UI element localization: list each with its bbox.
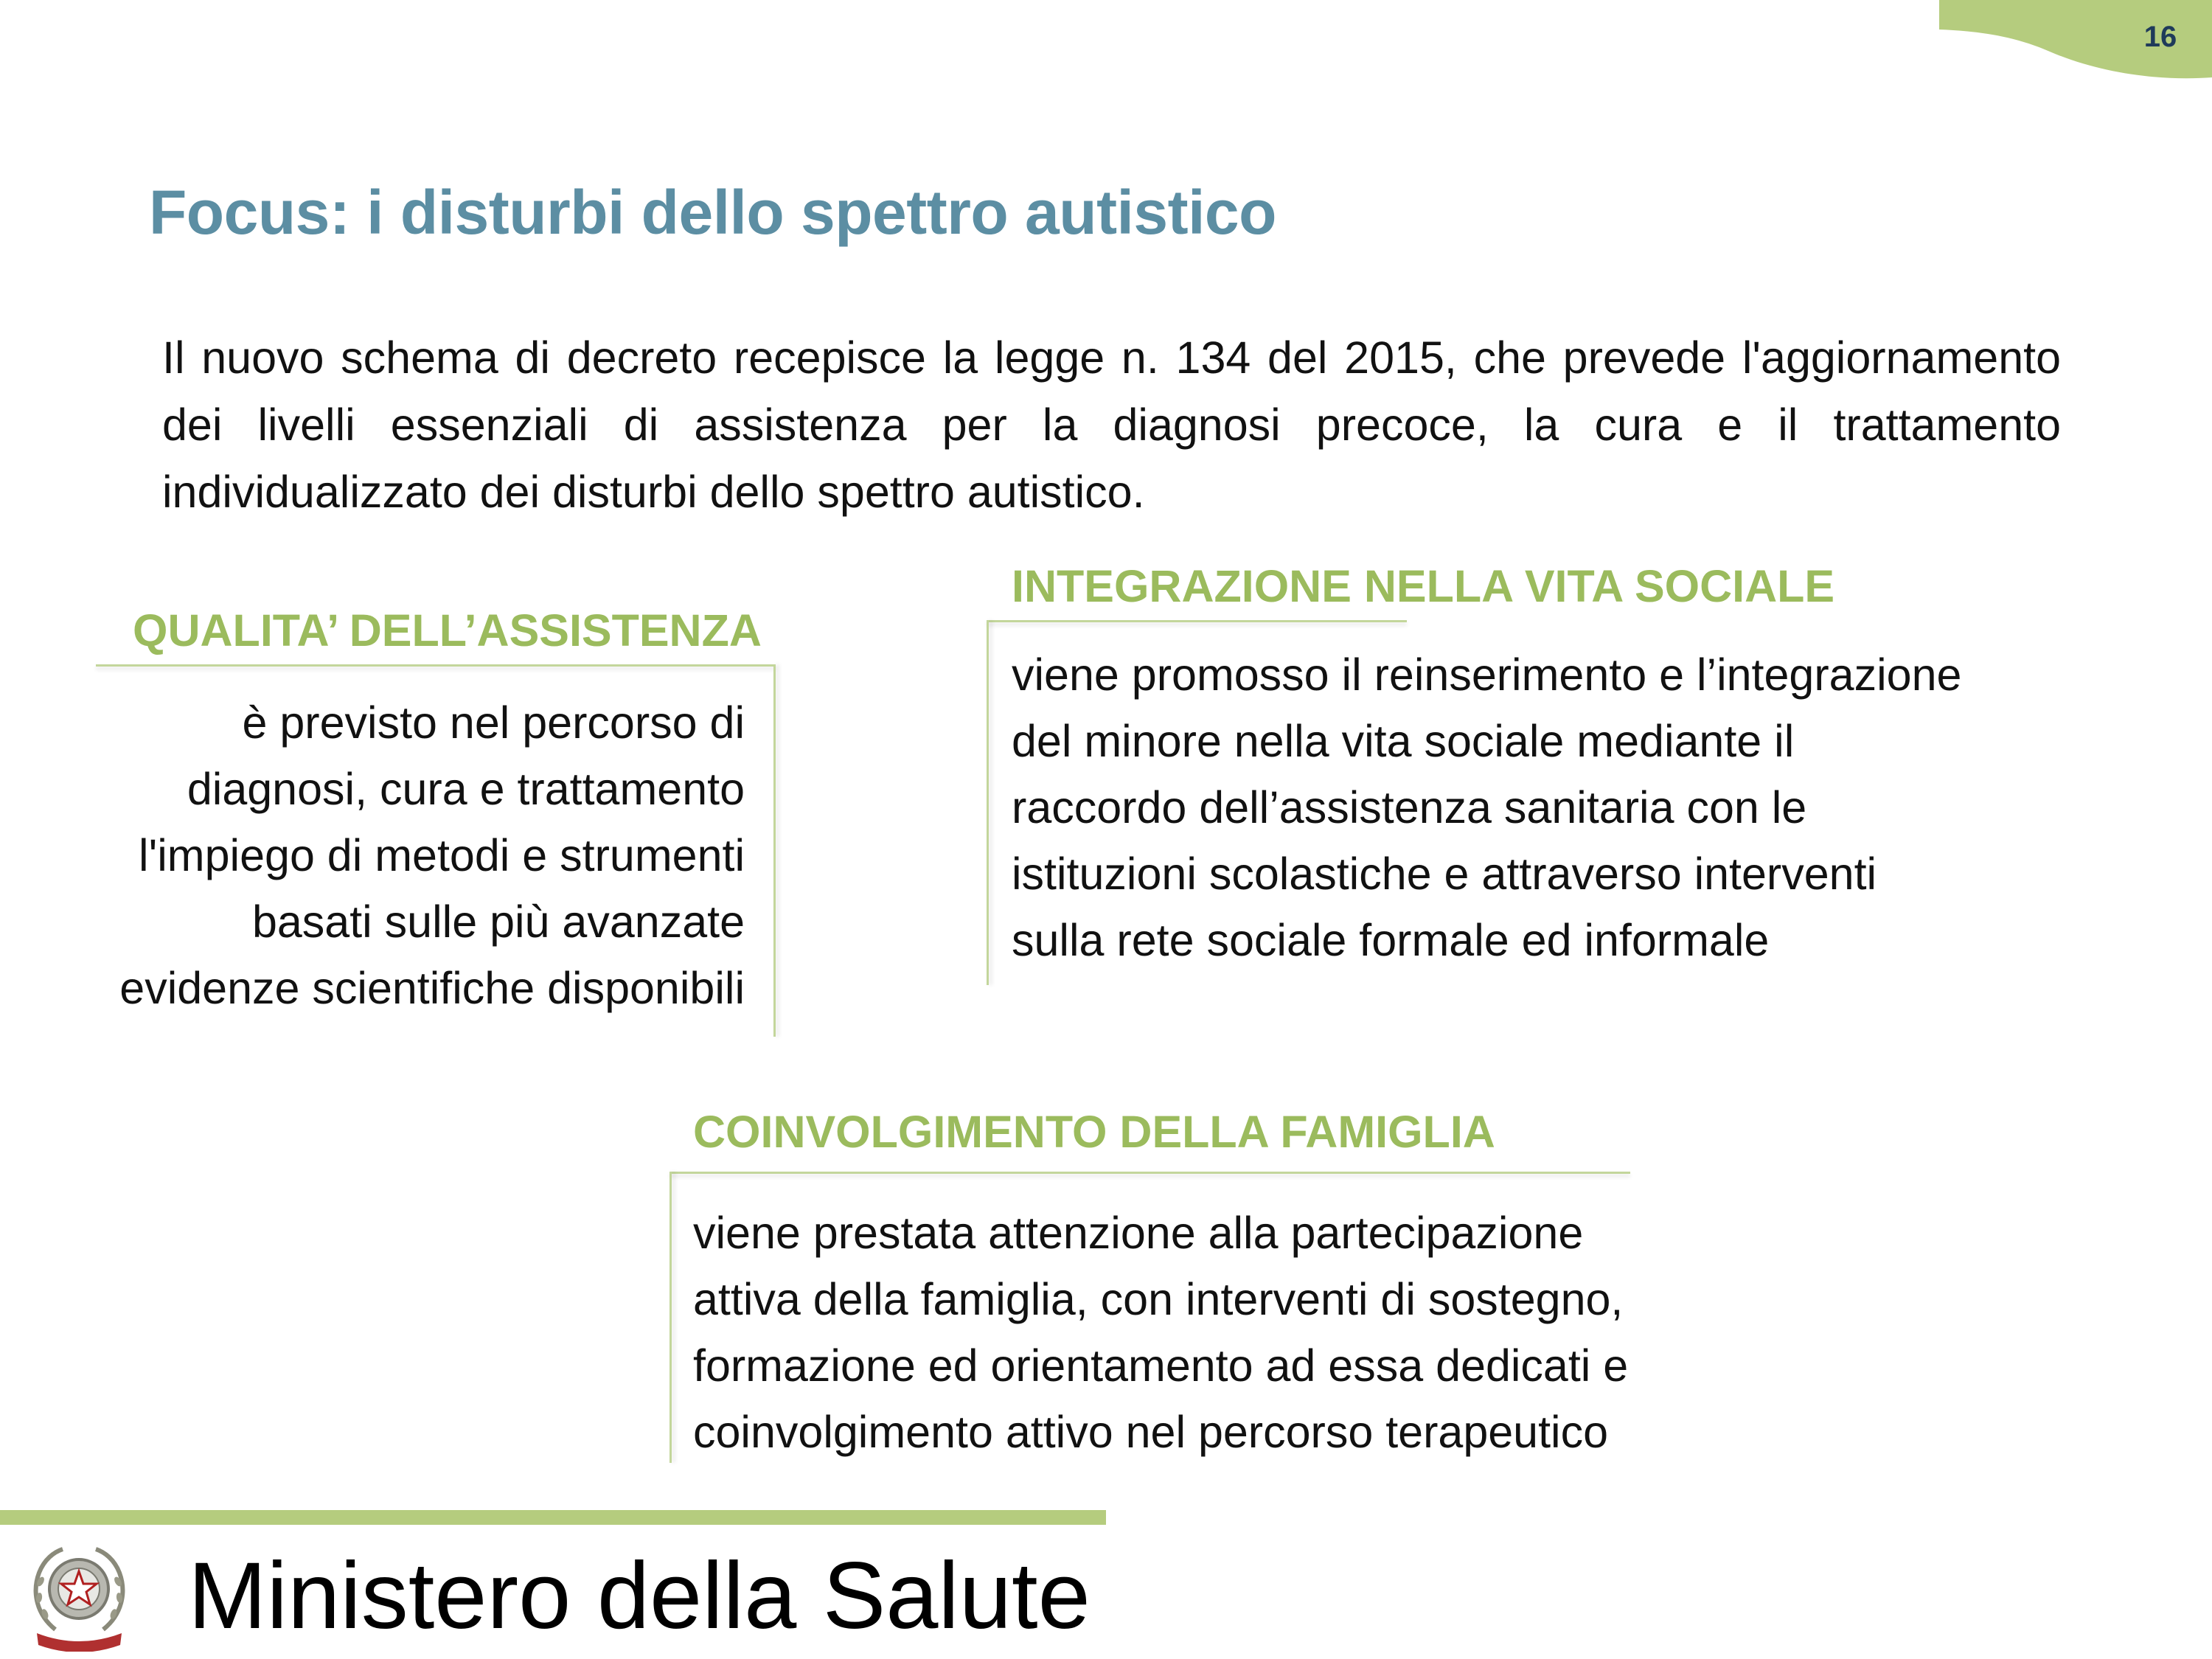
integration-text — [1012, 641, 2162, 973]
text-line: coinvolgimento attivo nel percorso terapeutico — [693, 1407, 1609, 1457]
quality-heading-rule — [96, 664, 776, 667]
ministry-name: Ministero della Salute — [188, 1543, 1091, 1649]
italian-republic-emblem-icon — [26, 1537, 133, 1652]
text-line: sulla rete sociale formale ed informale — [1012, 915, 1770, 965]
text-line: diagnosi, cura e trattamento — [187, 764, 745, 814]
quality-text — [15, 689, 745, 1021]
text-line: evidenze scientifiche disponibili — [119, 963, 745, 1013]
text-line: basati sulle più avanzate — [251, 897, 745, 947]
text-line: raccordo dell’assistenza sanitaria con le — [1012, 782, 1807, 832]
text-line: istituzioni scolastiche e attraverso interventi — [1012, 849, 1877, 899]
text-line: è previsto nel percorso di — [242, 698, 745, 748]
intro-paragraph: Il nuovo schema di decreto recepisce la legge n. 134 del 2015, che prevede l'aggiornamento dei livelli essenziali di assistenza per la diagnosi precoce, la cura e il trattamento individualizzato dei disturbi dello spettro autistico. — [162, 333, 2061, 517]
family-text — [693, 1200, 1843, 1465]
integration-side-rule — [987, 620, 989, 985]
slide-title: Focus: i disturbi dello spettro autistico — [149, 178, 1276, 247]
text-line: formazione ed orientamento ad essa dedicati e — [693, 1340, 1629, 1391]
footer-bar — [0, 1510, 1106, 1525]
text-line: l'impiego di metodi e strumenti — [139, 830, 745, 880]
family-heading: COINVOLGIMENTO DELLA FAMIGLIA — [693, 1107, 1495, 1157]
integration-heading-rule — [987, 620, 1407, 622]
text-line: viene prestata attenzione alla partecipazione — [693, 1208, 1584, 1258]
page-number: 16 — [2143, 21, 2177, 53]
family-side-rule — [669, 1172, 672, 1463]
text-line: del minore nella vita sociale mediante il — [1012, 716, 1795, 766]
quality-heading: QUALITA’ DELL’ASSISTENZA — [133, 605, 762, 655]
integration-heading: INTEGRAZIONE NELLA VITA SOCIALE — [1012, 561, 1835, 611]
quality-side-rule — [773, 664, 776, 1037]
text-line: viene promosso il reinserimento e l’integrazione — [1012, 650, 1962, 700]
family-heading-rule — [669, 1172, 1630, 1174]
text-line: attiva della famiglia, con interventi di sostegno, — [693, 1274, 1624, 1324]
